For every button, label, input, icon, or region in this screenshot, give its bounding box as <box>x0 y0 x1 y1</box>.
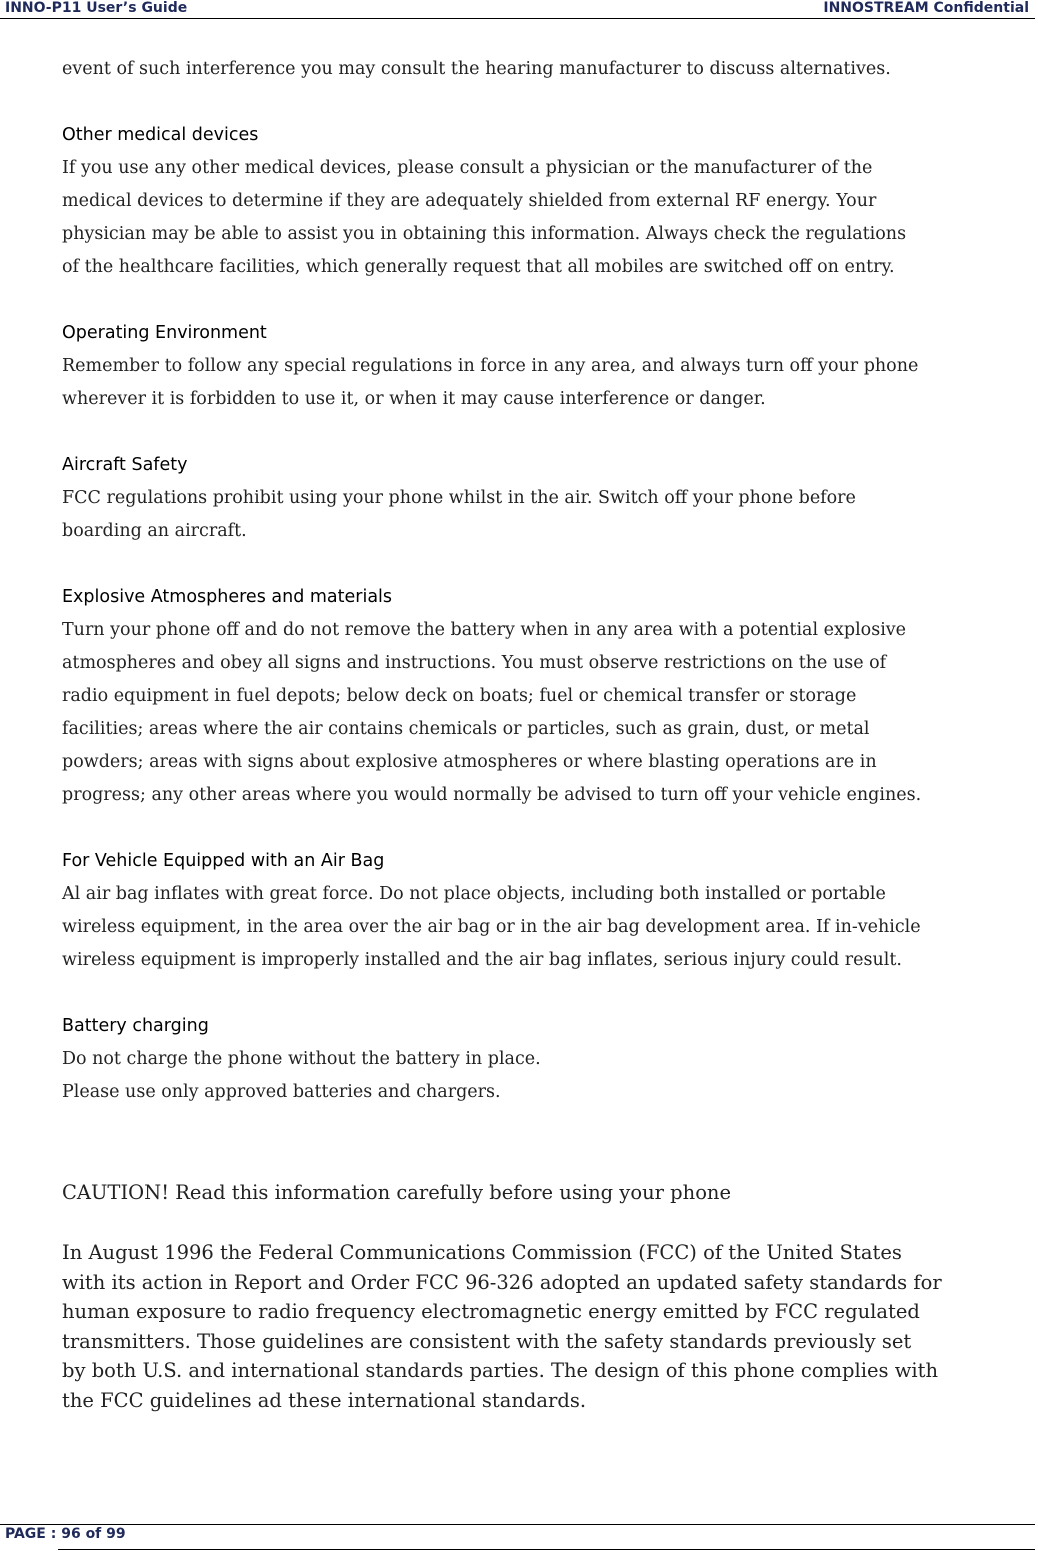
paragraph-line: FCC regulations prohibit using your phone whilst in the air. Switch off your phone before <box>62 488 856 508</box>
section-heading: Other medical devices <box>62 125 259 145</box>
section-vehicle-air-bag <box>62 845 1037 977</box>
paragraph-line: wireless equipment is improperly installed and the air bag inflates, serious injury could result. <box>62 950 902 970</box>
intro-line: event of such interference you may consult the hearing manufacturer to discuss alternatives. <box>62 59 891 79</box>
paragraph-line: wireless equipment, in the area over the air bag or in the air bag development area. If in-vehicle <box>62 917 921 937</box>
paragraph-line: Turn your phone off and do not remove the battery when in any area with a potential explosive <box>62 620 907 640</box>
paragraph-line: powders; areas with signs about explosive atmospheres or where blasting operations are in <box>62 752 877 772</box>
paragraph-line: the FCC guidelines ad these international standards. <box>62 1388 587 1412</box>
paragraph-line: radio equipment in fuel depots; below deck on boats; fuel or chemical transfer or storage <box>62 686 857 706</box>
paragraph-line: facilities; areas where the air contains chemicals or particles, such as grain, dust, or metal <box>62 719 870 739</box>
paragraph-line: Do not charge the phone without the battery in place. <box>62 1049 541 1069</box>
paragraph-line: of the healthcare facilities, which generally request that all mobiles are switched off on entry. <box>62 257 895 277</box>
section-heading: Aircraft Safety <box>62 455 188 475</box>
paragraph-line: by both U.S. and international standards parties. The design of this phone complies with <box>62 1359 939 1382</box>
section-battery-charging <box>62 1010 1037 1109</box>
document-title: INNO-P11 User’s Guide <box>5 0 188 16</box>
page-header <box>0 0 1035 19</box>
paragraph-line: progress; any other areas where you would normally be advised to turn off your vehicle engines. <box>62 785 922 805</box>
paragraph-line: physician may be able to assist you in obtaining this information. Always check the regulations <box>62 224 907 244</box>
section-aircraft-safety <box>62 449 1037 548</box>
paragraph-line: boarding an aircraft. <box>62 521 247 541</box>
section-operating-environment <box>62 317 1037 416</box>
section-heading: Battery charging <box>62 1016 209 1036</box>
section-other-medical-devices <box>62 119 1037 284</box>
section-heading: Operating Environment <box>62 323 267 343</box>
section-explosive-atmospheres <box>62 581 1037 812</box>
paragraph-line: transmitters. Those guidelines are consistent with the safety standards previously set <box>62 1329 912 1353</box>
paragraph-line: wherever it is forbidden to use it, or when it may cause interference or danger. <box>62 389 766 409</box>
paragraph-line: In August 1996 the Federal Communications Commission (FCC) of the United States <box>62 1241 902 1264</box>
caution-title: CAUTION! Read this information carefully before using your phone <box>62 1181 732 1204</box>
paragraph-line: with its action in Report and Order FCC 96-326 adopted an updated safety standards for <box>62 1270 942 1294</box>
paragraph-line: human exposure to radio frequency electromagnetic energy emitted by FCC regulated <box>62 1300 920 1323</box>
footer-divider <box>58 1549 1035 1550</box>
confidentiality-label: INNOSTREAM Confidential <box>823 0 1029 16</box>
paragraph-line: Al air bag inflates with great force. Do not place objects, including both installed or portable <box>62 884 886 904</box>
section-heading: Explosive Atmospheres and materials <box>62 587 393 607</box>
page-number: PAGE : 96 of 99 <box>5 1526 126 1542</box>
paragraph-line: If you use any other medical devices, please consult a physician or the manufacturer of the <box>62 158 873 178</box>
page-footer <box>0 1524 1035 1550</box>
paragraph-line: Remember to follow any special regulations in force in any area, and always turn off your phone <box>62 356 919 376</box>
paragraph-line: medical devices to determine if they are adequately shielded from external RF energy. Your <box>62 191 877 211</box>
caution-block <box>62 1178 1037 1415</box>
paragraph-line: atmospheres and obey all signs and instructions. You must observe restrictions on the use of <box>62 653 887 673</box>
caution-body <box>62 1238 1037 1415</box>
main-content <box>62 53 1037 1109</box>
section-heading: For Vehicle Equipped with an Air Bag <box>62 851 385 871</box>
paragraph-line: Please use only approved batteries and chargers. <box>62 1082 501 1102</box>
